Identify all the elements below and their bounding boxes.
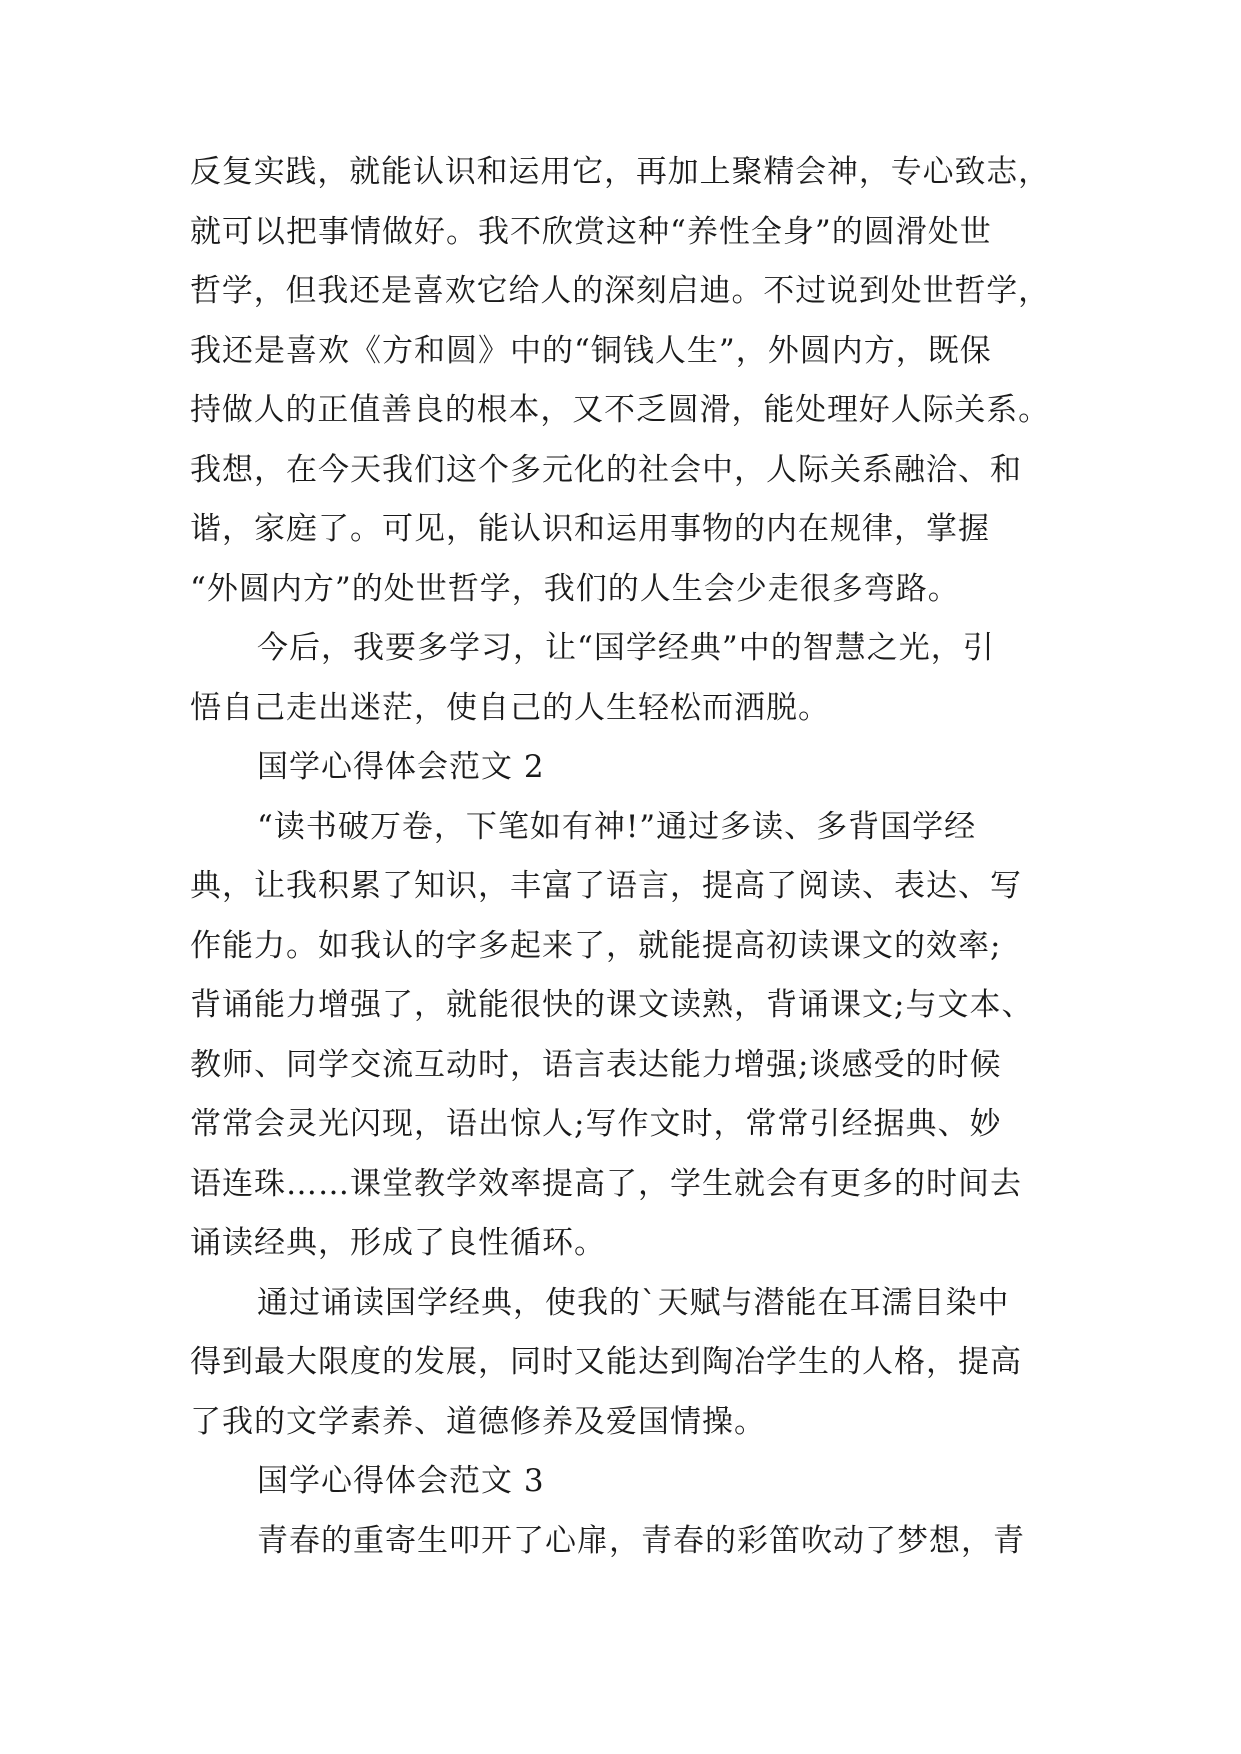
text-line: “外圆内方”的处世哲学，我们的人生会少走很多弯路。 <box>190 571 960 607</box>
paragraph-start-line: 通过诵读国学经典，使我的`天赋与潜能在耳濡目染中 <box>257 1285 1010 1321</box>
text-line: 背诵能力增强了，就能很快的课文读熟，背诵课文;与文本、 <box>190 987 1034 1023</box>
text-line: 常常会灵光闪现，语出惊人;写作文时，常常引经据典、妙 <box>190 1106 1002 1142</box>
text-line: 谐，家庭了。可见，能认识和运用事物的内在规律，掌握 <box>190 511 990 547</box>
text-line: 反复实践，就能认识和运用它，再加上聚精会神，专心致志， <box>190 154 1051 190</box>
paragraph-start-line: 青春的重寄生叩开了心扉，青春的彩笛吹动了梦想，青 <box>257 1523 1025 1559</box>
text-line: 哲学，但我还是喜欢它给人的深刻启迪。不过说到处世哲学， <box>190 273 1051 309</box>
text-line: 诵读经典，形成了良性循环。 <box>190 1225 606 1261</box>
text-line: 语连珠……课堂教学效率提高了，学生就会有更多的时间去 <box>190 1166 1022 1202</box>
text-line: 我还是喜欢《方和圆》中的“铜钱人生”，外圆内方，既保 <box>190 333 992 369</box>
text-line: 教师、同学交流互动时，语言表达能力增强;谈感受的时候 <box>190 1047 1002 1083</box>
text-line: 就可以把事情做好。我不欣赏这种“养性全身”的圆滑处世 <box>190 214 992 250</box>
text-line: 典，让我积累了知识，丰富了语言，提高了阅读、表达、写 <box>190 868 1022 904</box>
text-line: 得到最大限度的发展，同时又能达到陶冶学生的人格，提高 <box>190 1344 1022 1380</box>
section-heading: 国学心得体会范文 2 <box>257 749 545 785</box>
paragraph-start-line: “读书破万卷，下笔如有神!”通过多读、多背国学经 <box>257 809 977 845</box>
text-line: 悟自己走出迷茫，使自己的人生轻松而洒脱。 <box>190 690 830 726</box>
text-line: 我想，在今天我们这个多元化的社会中，人际关系融洽、和 <box>190 452 1022 488</box>
section-heading: 国学心得体会范文 3 <box>257 1463 545 1499</box>
text-line: 了我的文学素养、道德修养及爱国情操。 <box>190 1404 766 1440</box>
paragraph-start-line: 今后，我要多学习，让“国学经典”中的智慧之光，引 <box>257 630 995 666</box>
text-line: 持做人的正值善良的根本，又不乏圆滑，能处理好人际关系。 <box>190 392 1051 428</box>
text-line: 作能力。如我认的字多起来了，就能提高初读课文的效率; <box>190 928 1002 964</box>
